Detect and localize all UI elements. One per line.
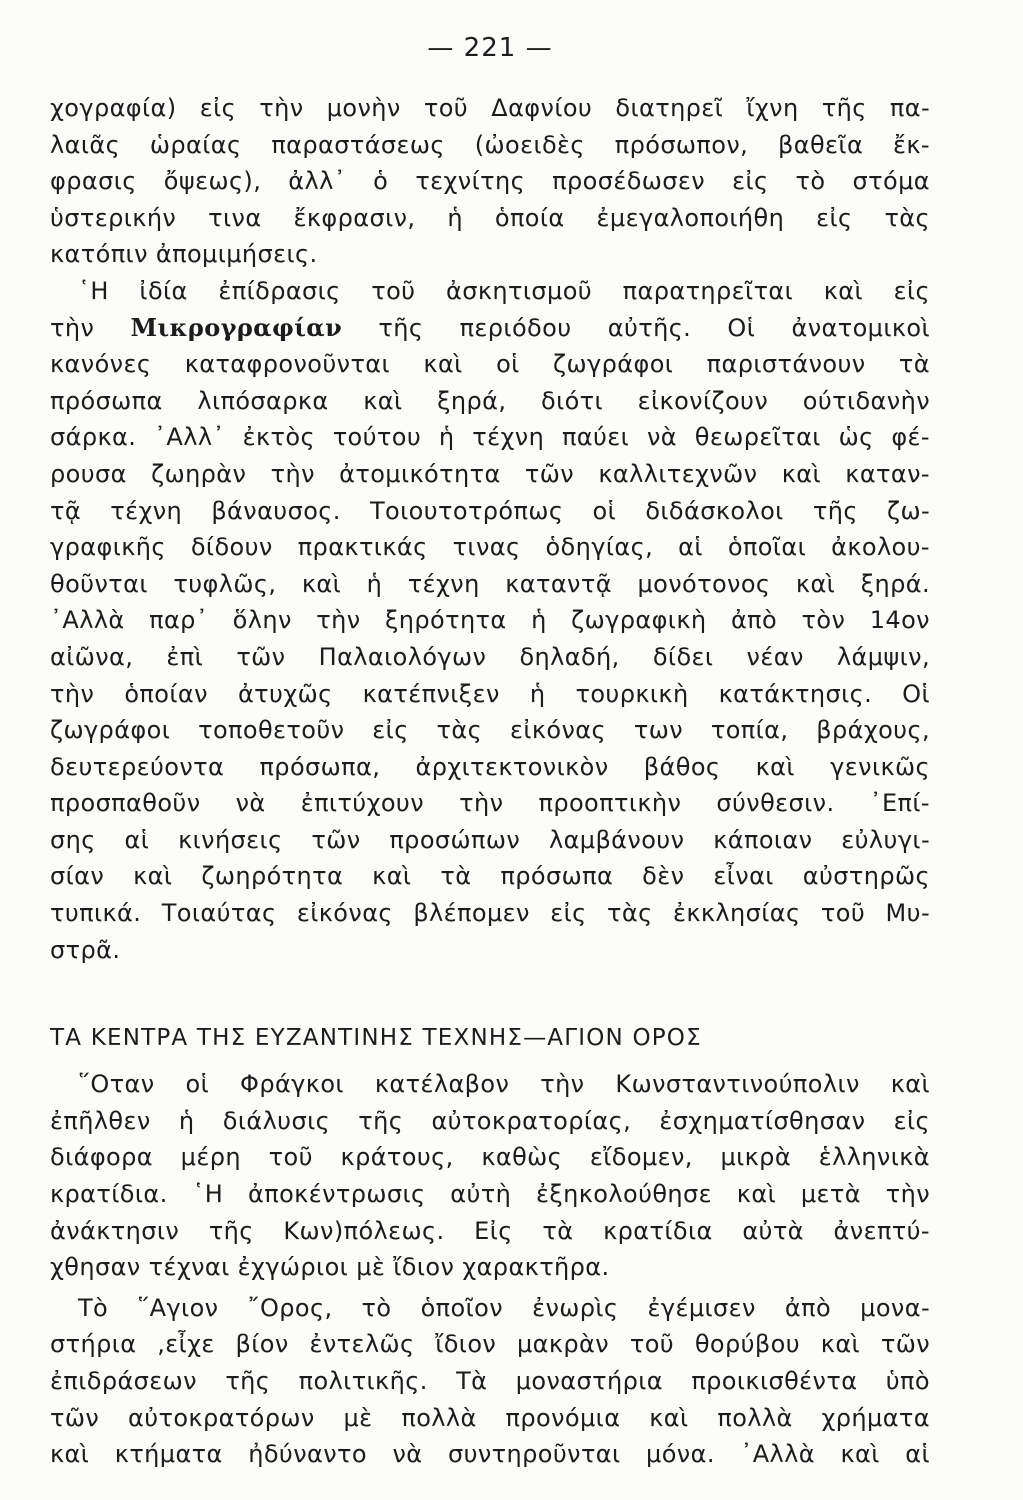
text-line: κρατίδια. ῾Η ἀποκέντρωσις αὐτὴ ἐξηκολούθησε καὶ μετὰ τὴν xyxy=(50,1180,930,1209)
text-line: στήρια ,εἶχε βίον ἐντελῶς ἴδιον μακρὰν τοῦ θορύβου καὶ τῶν xyxy=(50,1330,930,1359)
text-line: τῶν αὐτοκρατόρων μὲ πολλὰ προνόμια καὶ πολλὰ χρήματα xyxy=(50,1403,930,1432)
text-line: ᾿Αλλὰ παρ᾽ ὅλην τὴν ξηρότητα ἡ ζωγραφικὴ ἀπὸ τὸν 14ον xyxy=(50,606,930,635)
text-line: ἐπῆλθεν ἡ διάλυσις τῆς αὐτοκρατορίας, ἐσχηματίσθησαν εἰς xyxy=(50,1106,930,1135)
text-line: αἰῶνα, ἐπὶ τῶν Παλαιολόγων δηλαδή, δίδει νέαν λάμψιν, xyxy=(50,642,930,671)
text-line: φρασις ὄψεως), ἀλλ᾽ ὁ τεχνίτης προσέδωσεν εἰς τὸ στόμα xyxy=(50,167,930,196)
text-line: ζωγράφοι τοποθετοῦν εἰς τὰς εἰκόνας των τοπία, βράχους, xyxy=(50,716,930,745)
text-line: ῾Η ἰδία ἐπίδρασις τοῦ ἀσκητισμοῦ παρατηρεῖται καὶ εἰς xyxy=(78,276,930,305)
text-line: Τὸ ῞Αγιον ῎Ορος, τὸ ὁποῖον ἐνωρὶς ἐγέμισεν ἀπὸ μονα- xyxy=(78,1293,930,1322)
text-line: λαιᾶς ὡραίας παραστάσεως (ὠοειδὲς πρόσωπον, βαθεῖα ἔκ- xyxy=(50,130,930,159)
book-page xyxy=(50,28,930,1473)
page-number: — 221 — xyxy=(427,33,553,63)
paragraph-1 xyxy=(50,90,930,273)
text-line: στρᾶ. xyxy=(50,935,121,964)
text-line: ῞Οταν οἱ Φράγκοι κατέλαβον τὴν Κωνσταντινούπολιν καὶ xyxy=(78,1070,930,1099)
text-line: χθησαν τέχναι ἐχγώριοι μὲ ἴδιον χαρακτῆρα. xyxy=(50,1253,610,1282)
text-line: σάρκα. ᾿Αλλ᾽ ἐκτὸς τούτου ἡ τέχνη παύει νὰ θεωρεῖται ὡς φέ- xyxy=(50,423,930,452)
text-segment: τῆς περιόδου αὐτῆς. Οἱ ἀνατομικοὶ xyxy=(342,313,930,342)
text-line: δευτερεύοντα πρόσωπα, ἀρχιτεκτονικὸν βάθος καὶ γενικῶς xyxy=(50,752,930,781)
text-line: θοῦνται τυφλῶς, καὶ ἡ τέχνη καταντᾷ μονότονος καὶ ξηρά. xyxy=(50,569,930,598)
text-line: ὑστερικήν τινα ἔκφρασιν, ἡ ὁποία ἐμεγαλοποιήθη εἰς τὰς xyxy=(50,203,930,232)
paragraph-4 xyxy=(50,1290,930,1473)
text-segment: τὴν xyxy=(50,313,131,342)
text-line: προσπαθοῦν νὰ ἐπιτύχουν τὴν προοπτικὴν σύνθεσιν. ᾿Επί- xyxy=(50,789,930,818)
text-line: σης αἱ κινήσεις τῶν προσώπων λαμβάνουν κάποιαν εὐλυγι- xyxy=(50,825,930,854)
section-heading: ΤΑ ΚΕΝΤΡΑ ΤΗΣ ΕΥΖΑΝΤΙΝΗΣ ΤΕΧΝΗΣ—ΑΓΙΟΝ ΟΡΟΣ xyxy=(50,1025,702,1052)
paragraph-2 xyxy=(50,273,930,968)
text-line: ἐπιδράσεων τῆς πολιτικῆς. Τὰ μοναστήρια προικισθέντα ὑπὸ xyxy=(50,1367,930,1395)
text-line: ἀνάκτησιν τῆς Κων)πόλεως. Εἰς τὰ κρατίδια αὐτὰ ἀνεπτύ- xyxy=(50,1216,930,1245)
text-line: καὶ κτήματα ἠδύναντο νὰ συντηροῦνται μόνα. ᾿Αλλὰ καὶ αἱ xyxy=(50,1440,930,1469)
text-line: γραφικῆς δίδουν πρακτικάς τινας ὁδηγίας, αἱ ὁποῖαι ἀκολου- xyxy=(50,533,930,562)
text-line: σίαν καὶ ζωηρότητα καὶ τὰ πρόσωπα δὲν εἶναι αὐστηρῶς xyxy=(50,862,930,891)
text-line: ρουσα ζωηρὰν τὴν ἀτομικότητα τῶν καλλιτεχνῶν καὶ καταν- xyxy=(50,459,930,488)
text-line: διάφορα μέρη τοῦ κράτους, καθὼς εἴδομεν, μικρὰ ἑλληνικὰ xyxy=(50,1143,930,1172)
text-line-with-bold xyxy=(50,310,930,347)
text-line: χογραφία) εἰς τὴν μονὴν τοῦ Δαφνίου διατηρεῖ ἴχνη τῆς πα- xyxy=(50,94,930,122)
text-line: τυπικά. Τοιαύτας εἰκόνας βλέπομεν εἰς τὰς ἐκκλησίας τοῦ Μυ- xyxy=(50,899,930,928)
text-line: τὴν ὁποίαν ἀτυχῶς κατέπνιξεν ἡ τουρκικὴ κατάκτησις. Οἱ xyxy=(50,679,930,708)
bold-term: Μικρογραφίαν xyxy=(130,312,343,342)
paragraph-3 xyxy=(50,1066,930,1286)
text-line: πρόσωπα λιπόσαρκα καὶ ξηρά, διότι εἰκονίζουν ούτιδανὴν xyxy=(50,386,930,415)
text-line: τᾷ τέχνη βάναυσος. Τοιουτοτρόπως οἱ διδάσκολοι τῆς ζω- xyxy=(50,496,930,525)
text-line: κατόπιν ἀπομιμήσεις. xyxy=(50,240,318,269)
text-line: κανόνες καταφρονοῦνται καὶ οἱ ζωγράφοι παριστάνουν τὰ xyxy=(50,350,930,379)
